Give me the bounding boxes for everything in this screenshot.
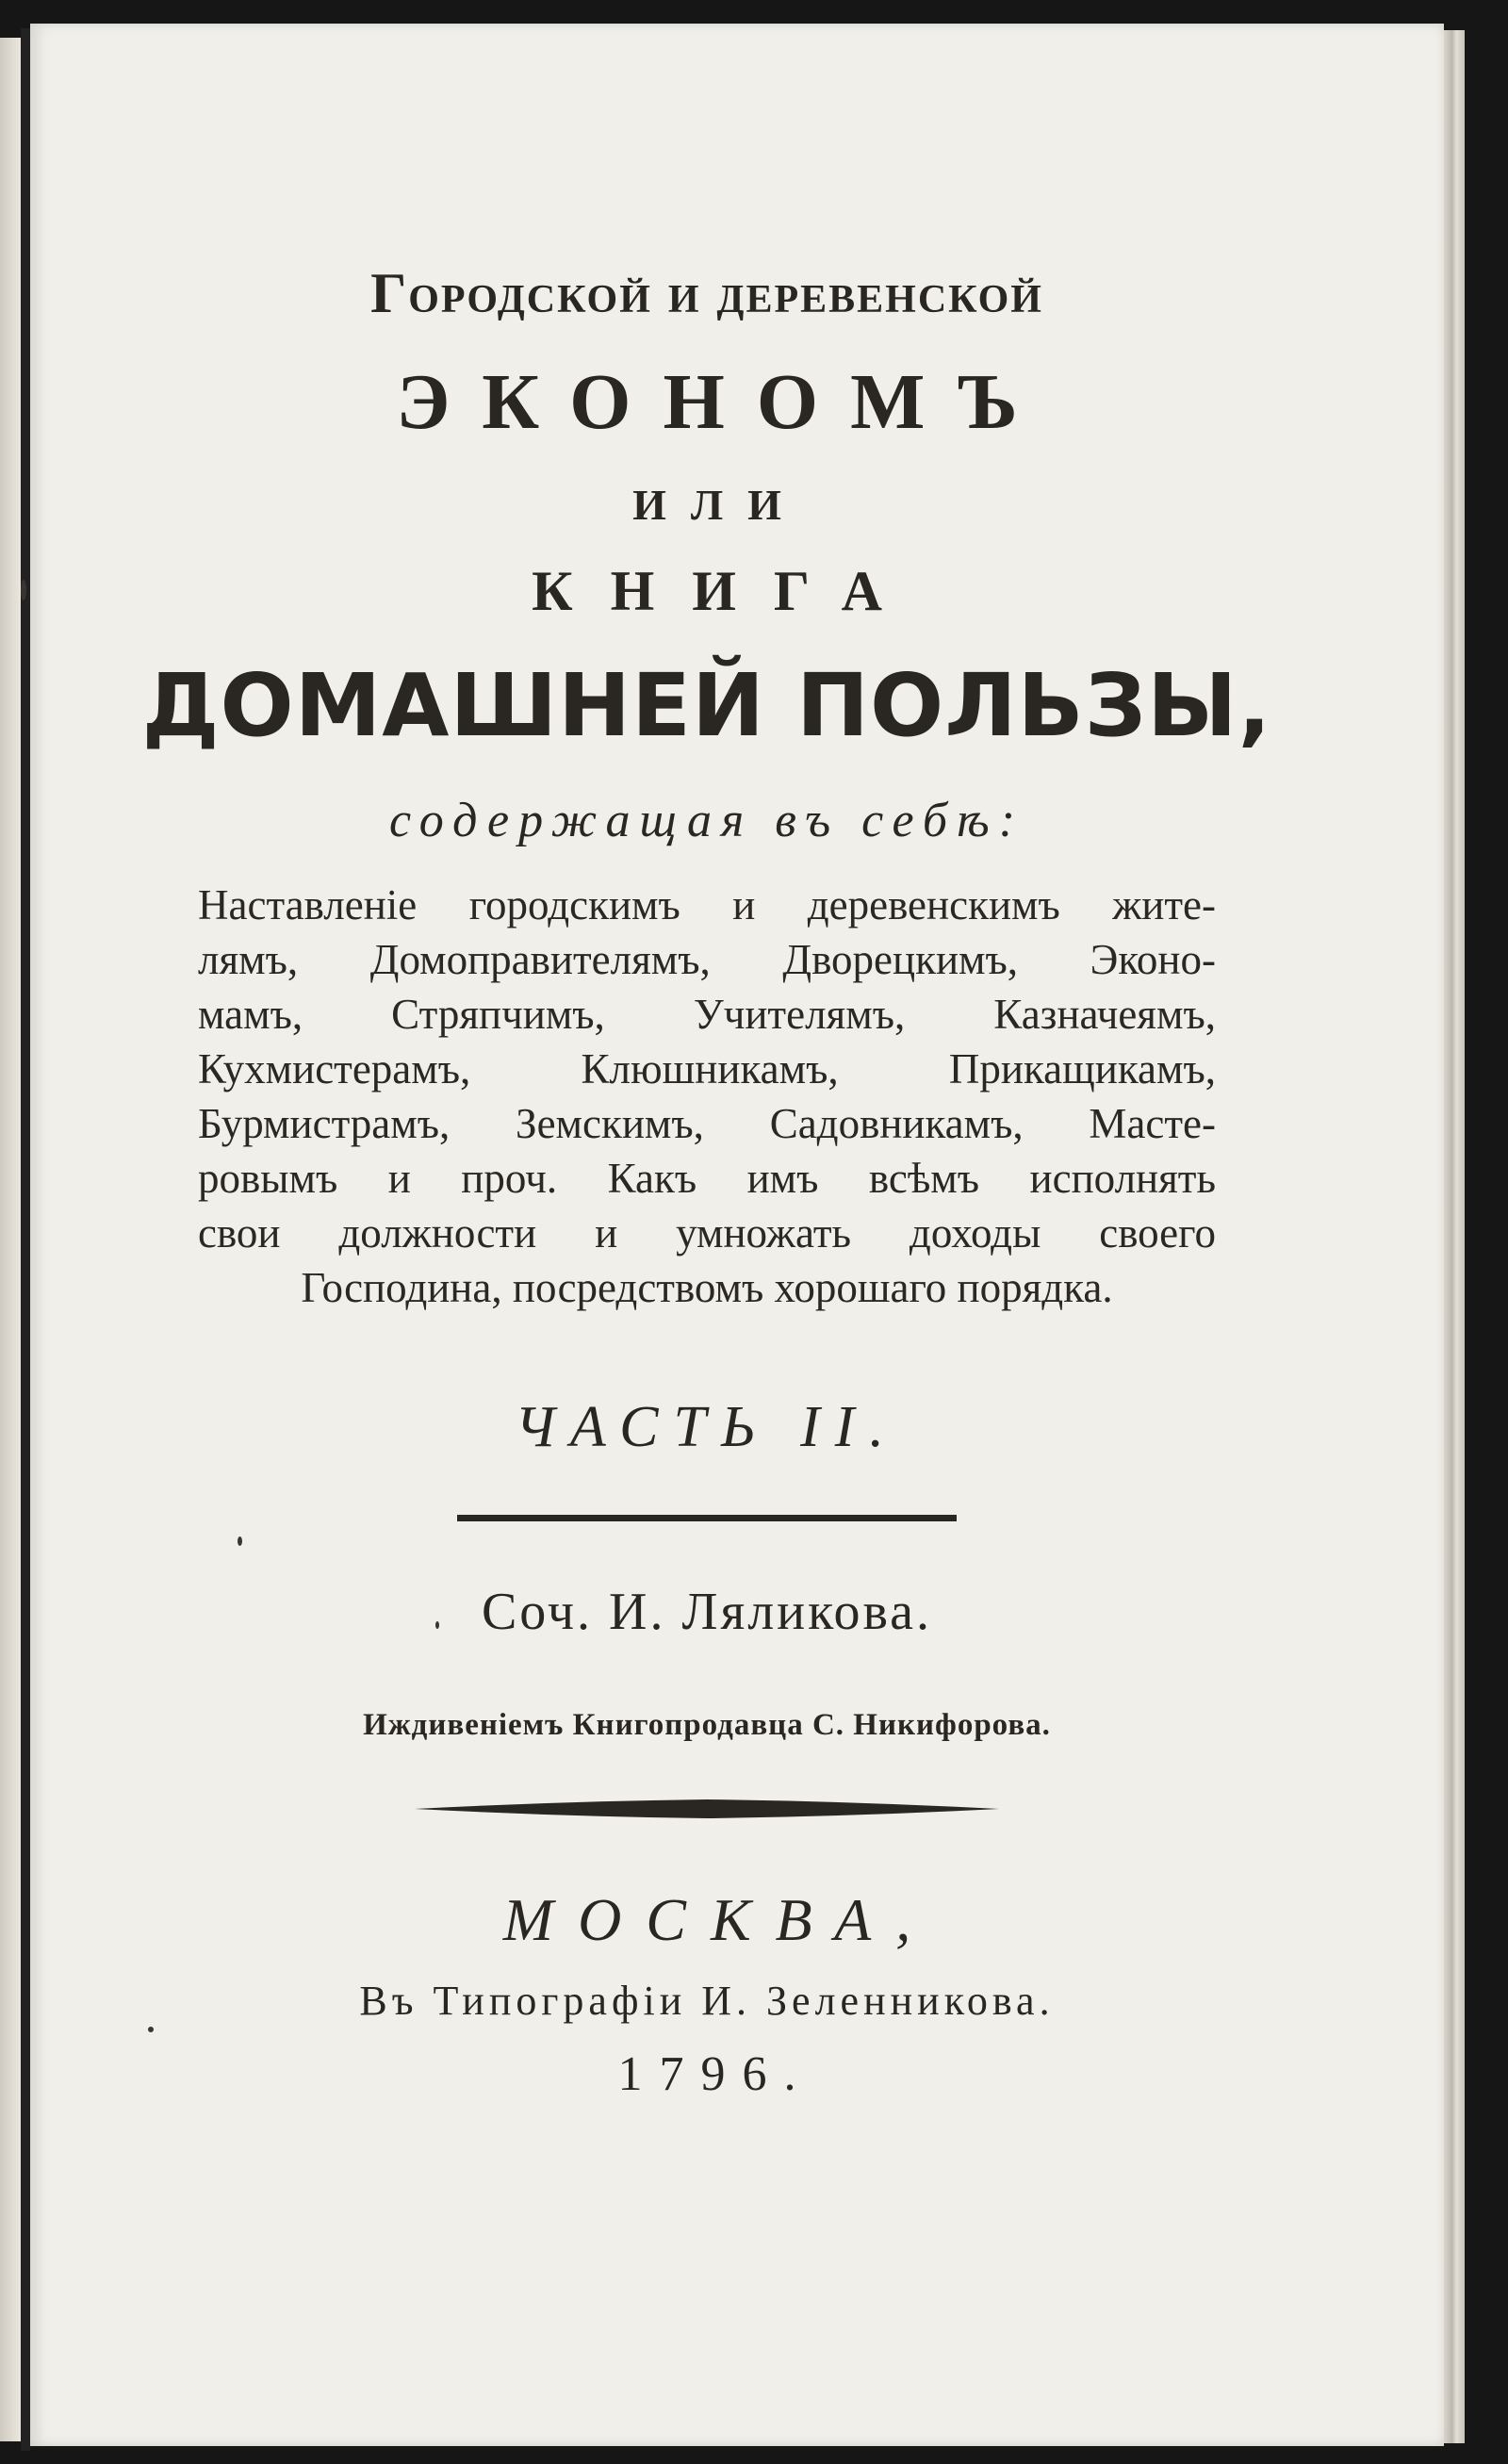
description-line: мамъ, Стряпчимъ, Учителямъ, Казначеямъ, (198, 991, 1216, 1038)
description-line: лямъ, Домоправителямъ, Дворецкимъ, Эконо- (198, 936, 1216, 983)
title-line-2: ЭКОНОМЪ (396, 358, 1050, 446)
title-line-5: ДОМАШНЕЙ ПОЛЬЗЫ, (141, 655, 1272, 756)
divider-rule (457, 1515, 957, 1521)
imprint-year: 1796. (617, 2047, 813, 2101)
description-line: Господина, посредствомъ хорошаго порядка. (301, 1264, 1113, 1311)
part-number: ЧАСТЬ II. (515, 1395, 899, 1459)
title-line-1: Городской и деревенской (370, 262, 1043, 324)
facing-page-edge (0, 38, 21, 2441)
title-page-content (94, 240, 1320, 2099)
ornamental-rule (415, 1798, 999, 1820)
imprint-press: Въ Типографіи И. Зеленникова. (359, 1978, 1055, 2024)
description-line: Кухмистерамъ, Клюшникамъ, Прикащикамъ, (198, 1045, 1216, 1092)
publisher-line: Иждивеніемъ Книгопродавца С. Никифорова. (363, 1708, 1051, 1742)
description-line: Бурмистрамъ, Земскимъ, Садовникамъ, Масте- (198, 1100, 1216, 1147)
imprint-city: МОСКВА, (502, 1886, 936, 1953)
description-line: Наставленіе городскимъ и деревенскимъ жите- (198, 881, 1216, 928)
page-speck (21, 580, 26, 600)
description-line: свои должности и умножать доходы своего (198, 1209, 1216, 1257)
title-line-4: КНИГА (532, 560, 920, 622)
book-gutter (21, 28, 30, 2451)
description-line: ровымъ и проч. Какъ имъ всѣмъ исполнять (198, 1155, 1216, 1202)
description-paragraph (198, 878, 1216, 1315)
title-line-3: ИЛИ (632, 481, 806, 529)
subtitle: содержащая въ себѣ: (388, 794, 1025, 847)
author-line: Соч. И. Ляликова. (481, 1583, 933, 1641)
page-stack-edge (1444, 30, 1465, 2443)
